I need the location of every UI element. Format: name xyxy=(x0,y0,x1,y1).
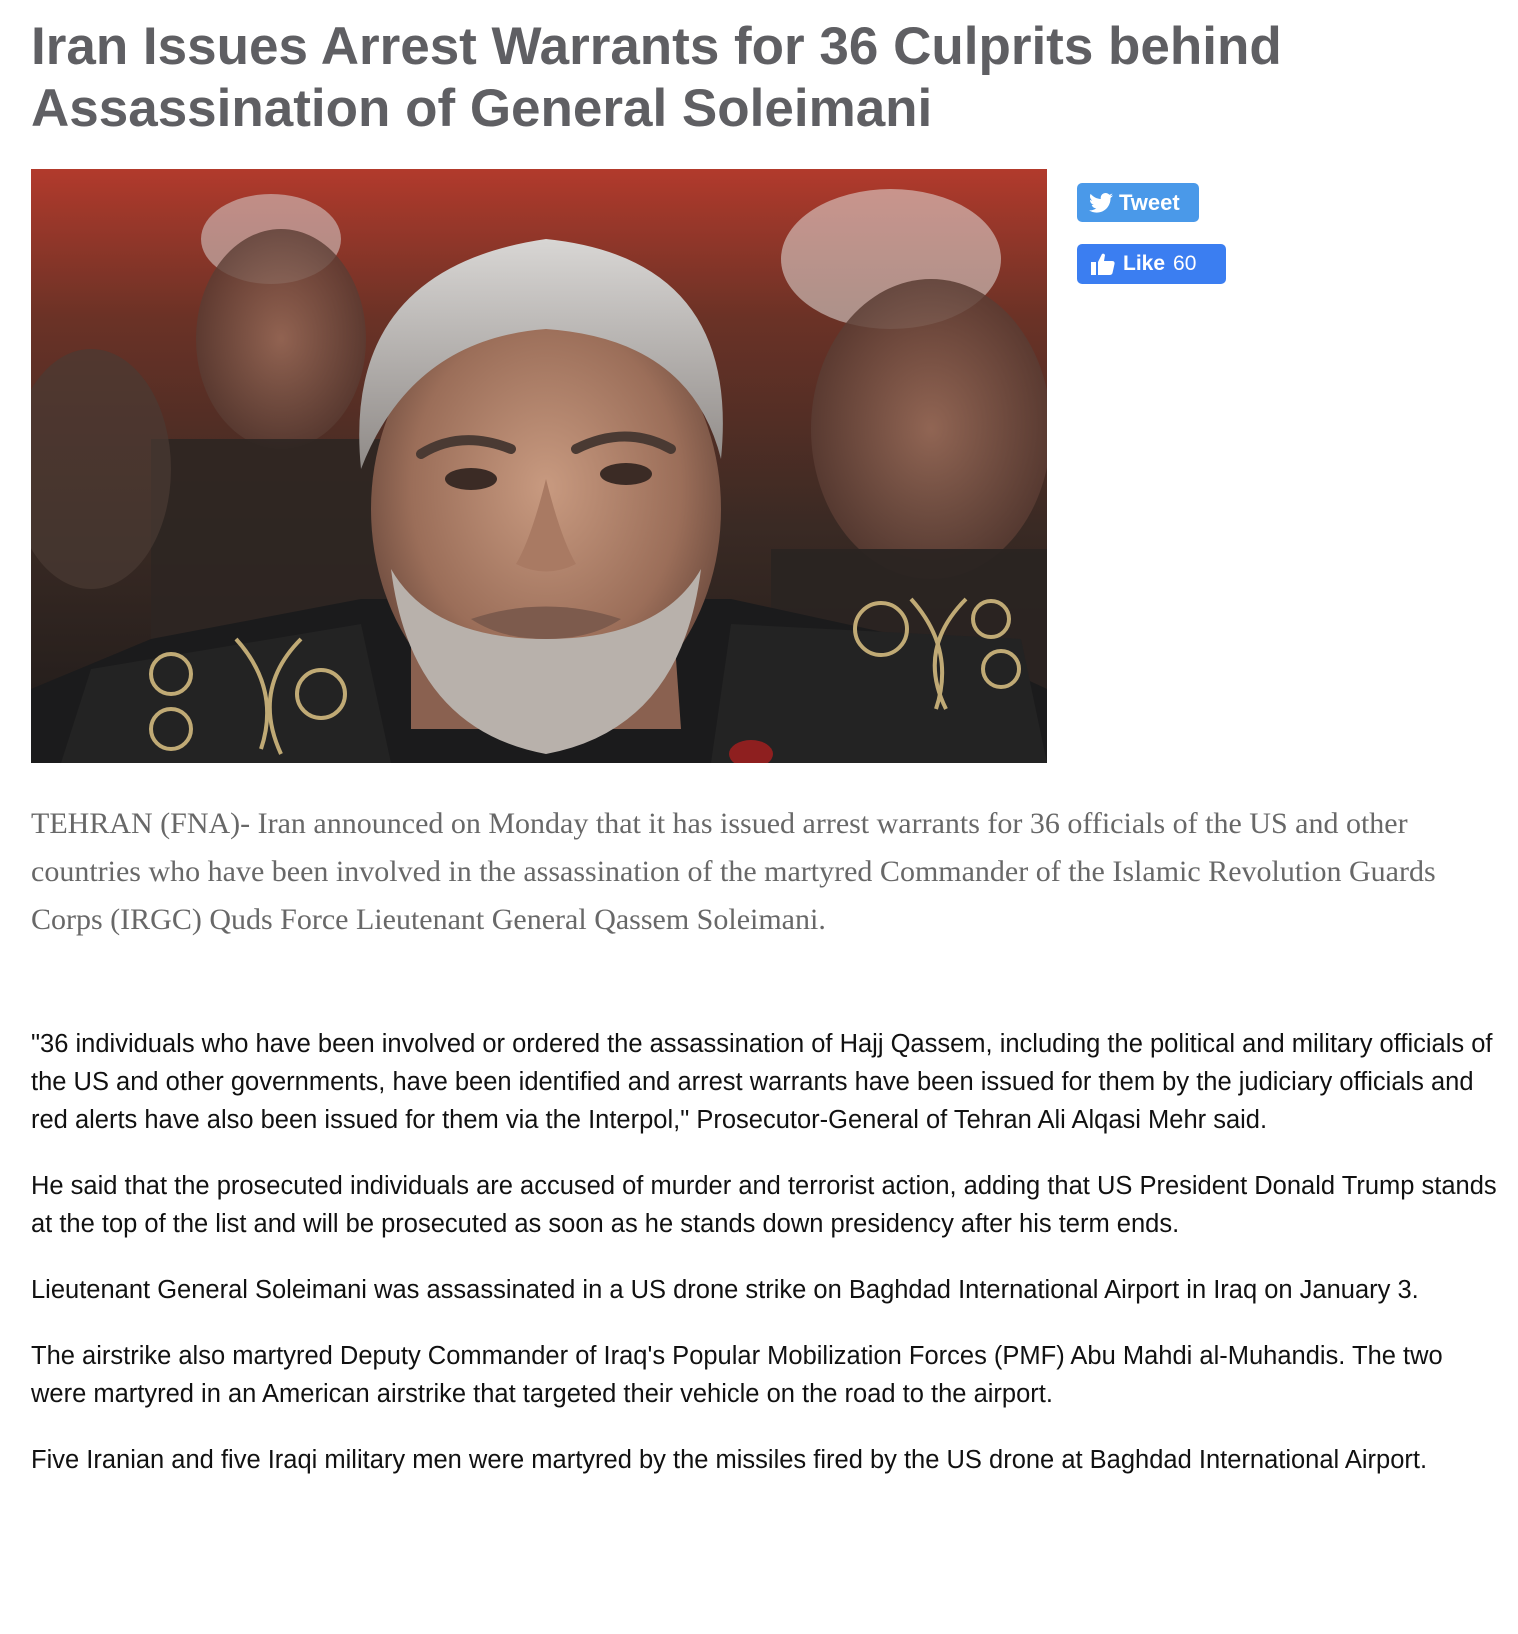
portrait-illustration xyxy=(31,169,1047,763)
body-paragraph: Lieutenant General Soleimani was assassinated in a US drone strike on Baghdad International Airport in Iraq on January 3. xyxy=(31,1276,1419,1304)
thumbs-up-icon xyxy=(1091,253,1115,275)
twitter-bird-icon xyxy=(1089,193,1113,213)
article-body xyxy=(31,1025,1501,1507)
body-paragraph: The airstrike also martyred Deputy Commander of Iraq's Popular Mobilization Forces (PMF) Abu Mahdi al-Muhandis. The two were martyred in an American airstrike that targeted their vehicle on the road to the airport. xyxy=(31,1342,1443,1408)
article xyxy=(31,0,1497,1474)
like-label: Like xyxy=(1123,252,1166,275)
tweet-label: Tweet xyxy=(1119,189,1180,215)
like-count: 60 xyxy=(1173,252,1197,275)
body-paragraph: Five Iranian and five Iraqi military men were martyred by the missiles fired by the US drone at Baghdad International Airport. xyxy=(31,1446,1428,1474)
article-lead: TEHRAN (FNA)- Iran announced on Monday that it has issued arrest warrants for 36 officials of the US and other countries who have been involved in the assassination of the martyred Commander of the Islamic Revolution Guards Corps (IRGC) Quds Force Lieutenant General Qassem Soleimani. xyxy=(31,807,1436,936)
body-paragraph: He said that the prosecuted individuals are accused of murder and terrorist action, adding that US President Donald Trump stands at the top of the list and will be prosecuted as soon as he stands down presidency after his term ends. xyxy=(31,1172,1497,1238)
article-photo xyxy=(31,169,1047,763)
media-row xyxy=(31,169,1491,763)
tweet-button[interactable] xyxy=(1077,183,1199,222)
like-button[interactable] xyxy=(1077,244,1226,284)
body-paragraph: "36 individuals who have been involved or ordered the assassination of Hajj Qassem, including the political and military officials of the US and other governments, have been identified and arrest warrants have been issued for them by the judiciary officials and red alerts have also been issued for them via the Interpol," Prosecutor-General of Tehran Ali Alqasi Mehr said. xyxy=(31,1030,1493,1134)
article-headline: Iran Issues Arrest Warrants for 36 Culprits behind Assassination of General Soleimani xyxy=(31,17,1282,138)
